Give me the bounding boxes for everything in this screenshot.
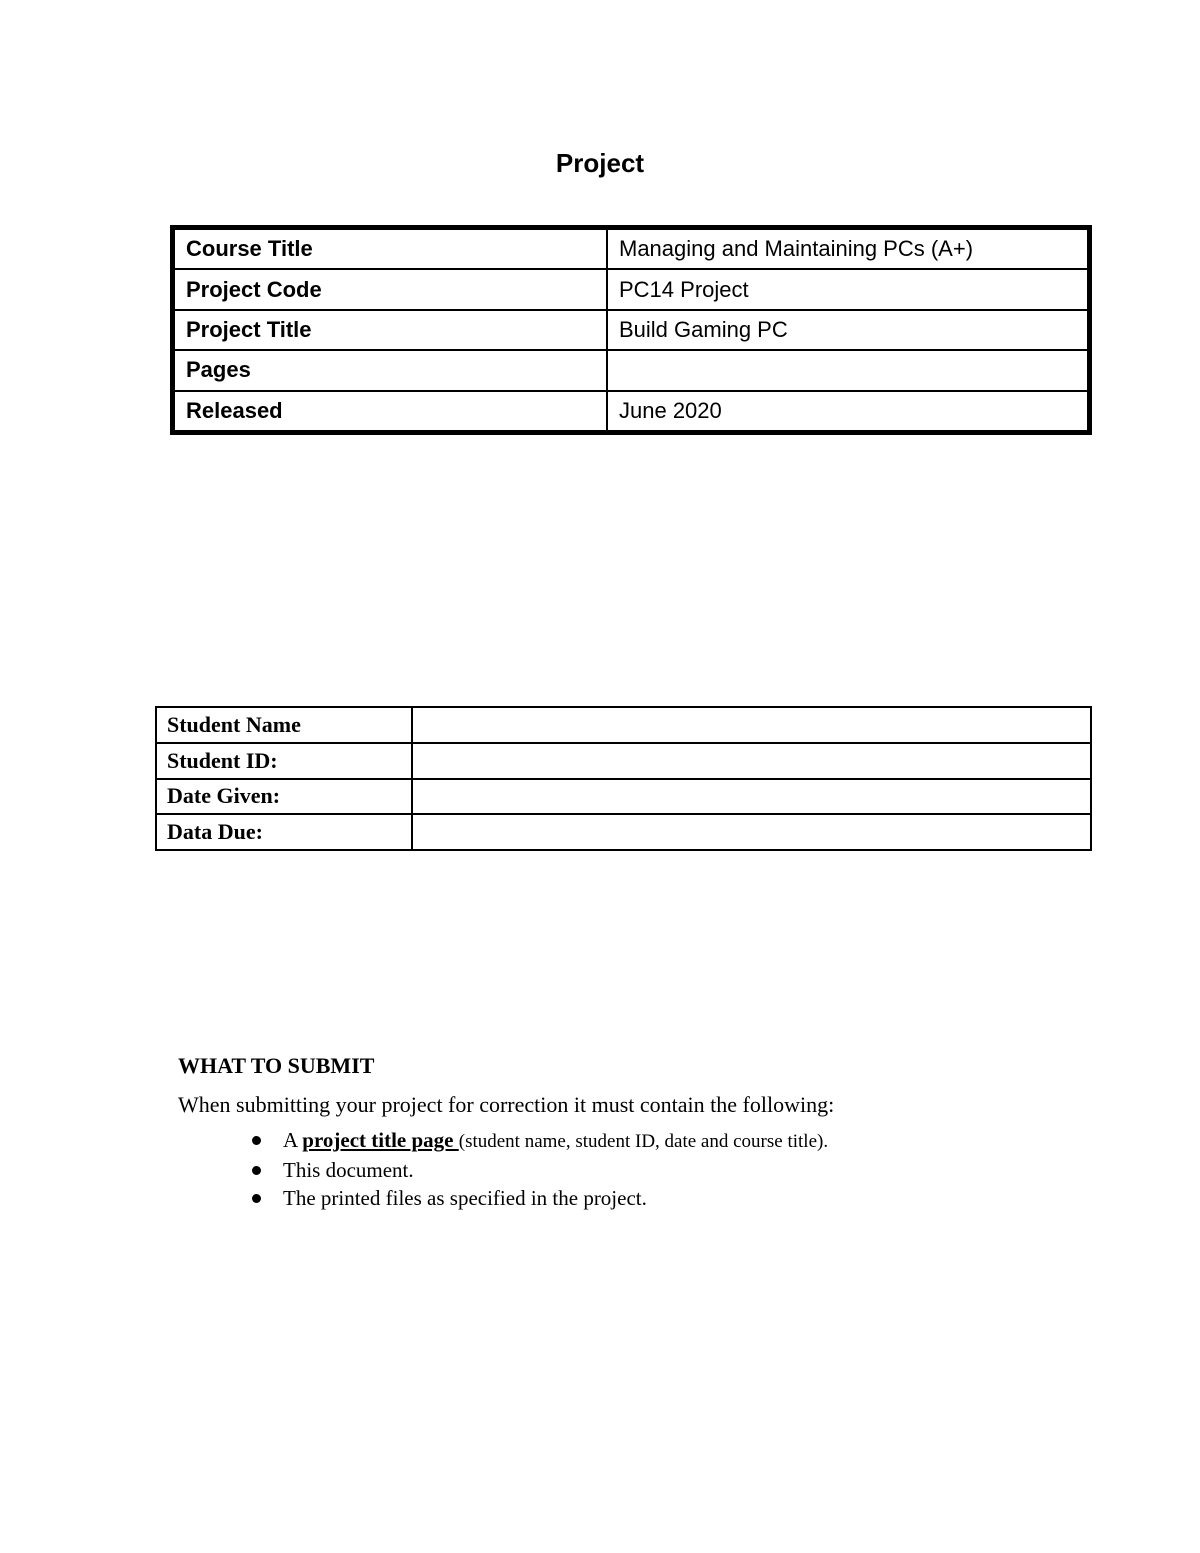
project-info-table <box>170 225 1092 435</box>
item-prefix: A <box>283 1128 303 1152</box>
data-due-label: Data Due: <box>156 814 412 850</box>
bullet-icon <box>252 1166 261 1175</box>
data-due-field[interactable] <box>412 814 1091 850</box>
submit-list <box>245 1126 828 1212</box>
bullet-icon <box>252 1136 261 1145</box>
item-text: The printed files as specified in the project. <box>283 1186 647 1210</box>
project-title-page-link[interactable]: project title page <box>302 1128 459 1152</box>
table-row <box>173 269 1090 309</box>
student-info-table <box>155 706 1092 851</box>
list-item <box>245 1126 828 1156</box>
table-row <box>173 310 1090 350</box>
pages-value <box>607 350 1090 390</box>
student-name-label: Student Name <box>156 707 412 743</box>
submit-intro: When submitting your project for correction it must contain the following: <box>178 1092 835 1117</box>
date-given-label: Date Given: <box>156 779 412 815</box>
date-given-field[interactable] <box>412 779 1091 815</box>
item-suffix: (student name, student ID, date and course title). <box>458 1131 829 1152</box>
student-name-field[interactable] <box>412 707 1091 743</box>
pages-label: Pages <box>173 350 608 390</box>
table-row <box>156 779 1091 815</box>
project-title-value: Build Gaming PC <box>607 310 1090 350</box>
project-title-label: Project Title <box>173 310 608 350</box>
project-code-value: PC14 Project <box>607 269 1090 309</box>
student-id-label: Student ID: <box>156 743 412 779</box>
course-title-value: Managing and Maintaining PCs (A+) <box>607 228 1090 270</box>
list-item <box>245 1156 828 1184</box>
project-code-label: Project Code <box>173 269 608 309</box>
table-row <box>173 350 1090 390</box>
table-row <box>173 228 1090 270</box>
table-row <box>156 743 1091 779</box>
course-title-label: Course Title <box>173 228 608 270</box>
table-row <box>156 814 1091 850</box>
table-row <box>173 391 1090 433</box>
bullet-icon <box>252 1194 261 1203</box>
released-value: June 2020 <box>607 391 1090 433</box>
page-title: Project <box>555 148 645 178</box>
student-id-field[interactable] <box>412 743 1091 779</box>
list-item <box>245 1184 828 1212</box>
released-label: Released <box>173 391 608 433</box>
submit-heading: WHAT TO SUBMIT <box>178 1053 375 1078</box>
table-row <box>156 707 1091 743</box>
item-text: This document. <box>283 1158 414 1182</box>
